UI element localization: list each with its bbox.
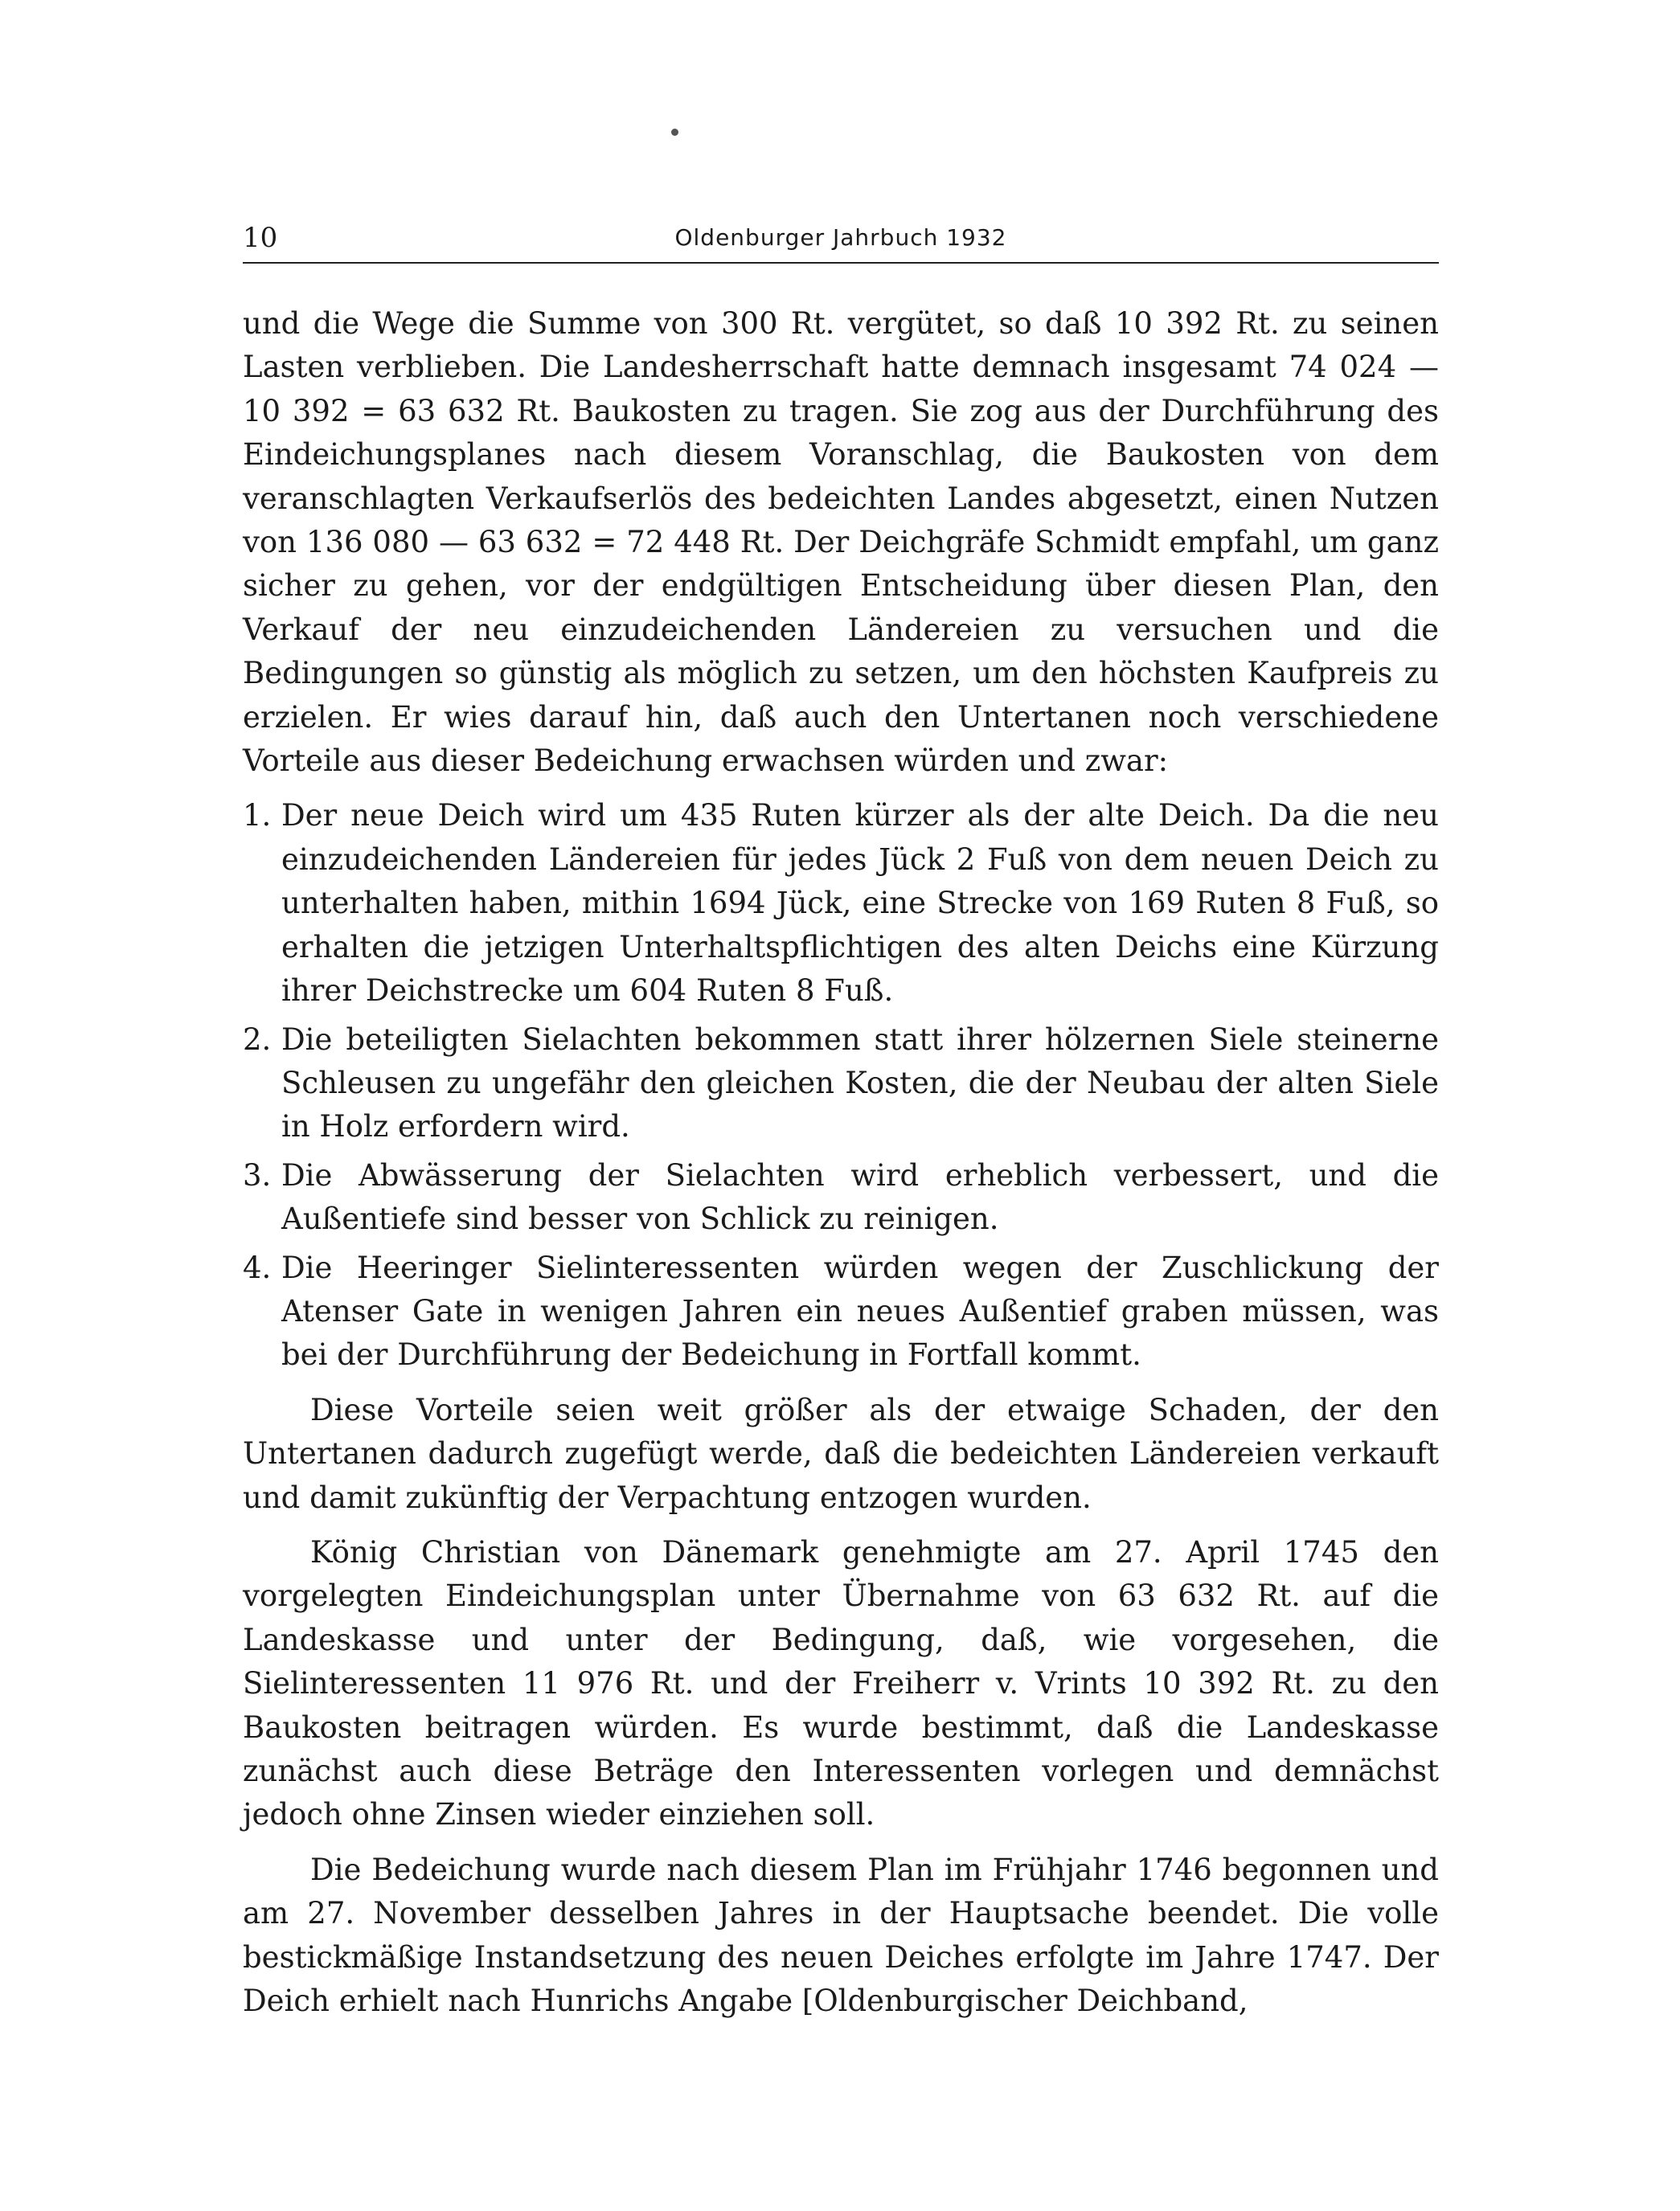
paragraph: König Christian von Dänemark genehmigte am 27. April 1745 den vorgelegten Eindeichungsplan unter Übernahme von 63 632 Rt. auf die Landeskasse und unter der Bedingung, daß, wie vorgesehen, die Sielinteressenten 11 976 Rt. und der Freiherr v. Vrints 10 392 Rt. zu den Baukosten beitragen würden. Es wurde bestimmt, daß die Landeskasse zunächst auch diese Beträge den Interessenten vorlegen und demnächst jedoch ohne Zinsen wieder einziehen soll. (243, 1534, 1439, 1832)
list-item (243, 794, 1439, 1013)
list-item-text: Die Abwässerung der Sielachten wird erheblich verbessert, und die Außentiefe sind besser von Schlick zu reinigen. (281, 1157, 1439, 1237)
list-item-text: Der neue Deich wird um 435 Ruten kürzer als der alte Deich. Da die neu einzudeichenden Ländereien für jedes Jück 2 Fuß von dem neuen Deich zu unterhalten haben, mithin 1694 Jück, eine Strecke von 169 Ruten 8 Fuß, so erhalten die jetzigen Unterhaltspflichtigen des alten Deichs eine Kürzung ihrer Deichstrecke um 604 Ruten 8 Fuß. (281, 798, 1439, 1009)
paragraph: Die Bedeichung wurde nach diesem Plan im Frühjahr 1746 begonnen und am 27. November desselben Jahres in der Hauptsache beendet. Die volle bestickmäßige Instandsetzung des neuen Deiches erfolgte im Jahre 1747. Der Deich erhielt nach Hunrichs Angabe [Oldenburgischer Deichband, (243, 1852, 1439, 2019)
paragraph: Diese Vorteile seien weit größer als der etwaige Schaden, der den Untertanen dadurch zugefügt werde, daß die bedeichten Ländereien verkauft und damit zukünftig der Verpachtung entzogen wurden. (243, 1392, 1439, 1515)
numbered-list (243, 794, 1439, 1377)
list-item-text: Die Heeringer Sielinteressenten würden wegen der Zuschlickung der Atenser Gate in wenigen Jahren ein neues Außentief graben müssen, was bei der Durchführung der Bedeichung in Fortfall kommt. (281, 1250, 1439, 1373)
list-item-text: Die beteiligten Sielachten bekommen statt ihrer hölzernen Siele steinerne Schleusen zu ungefähr den gleichen Kosten, die der Neubau der alten Siele in Holz erfordern wird. (281, 1022, 1439, 1144)
paragraph: und die Wege die Summe von 300 Rt. vergütet, so daß 10 392 Rt. zu seinen Lasten verblieben. Die Landesherrschaft hatte demnach insgesamt 74 024 — 10 392 = 63 632 Rt. Baukosten zu tragen. Sie zog aus der Durchführung des Eindeichungsplanes nach diesem Voranschlag, die Baukosten von dem veranschlagten Verkaufserlös des bedeichten Landes abgesetzt, einen Nutzen von 136 080 — 63 632 = 72 448 Rt. Der Deichgräfe Schmidt empfahl, um ganz sicher zu gehen, vor der endgültigen Entscheidung über diesen Plan, den Verkauf der neu einzudeichenden Ländereien zu versuchen und die Bedingungen so günstig als möglich zu setzen, um den höchsten Kaufpreis zu erzielen. Er wies darauf hin, daß auch den Untertanen noch verschiedene Vorteile aus dieser Bedeichung erwachsen würden und zwar: (243, 306, 1439, 779)
list-item-number: 2. (243, 1022, 272, 1057)
list-item-number: 3. (243, 1157, 272, 1193)
print-speck (671, 129, 678, 136)
list-item (243, 1018, 1439, 1149)
page-number: 10 (243, 222, 278, 254)
running-title: Oldenburger Jahrbuch 1932 (674, 224, 1007, 251)
list-item-number: 1. (243, 798, 272, 833)
list-item (243, 1247, 1439, 1378)
list-item (243, 1154, 1439, 1242)
page-header (243, 220, 1439, 264)
list-item-number: 4. (243, 1250, 272, 1285)
body-text (243, 302, 1439, 2023)
